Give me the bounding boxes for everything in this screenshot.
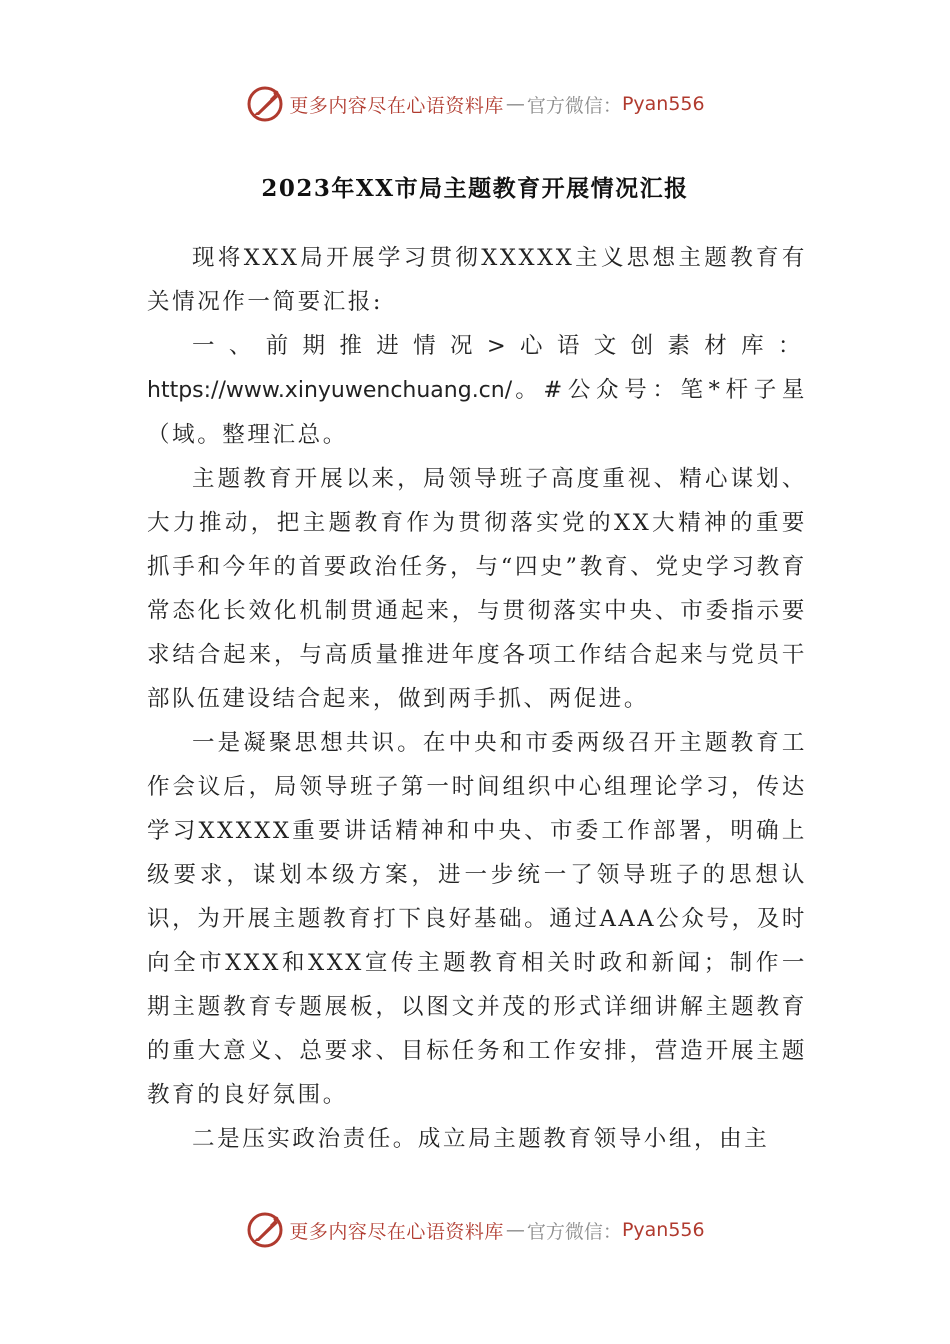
quill-logo-icon [245, 84, 285, 124]
section-url-link[interactable]: https://www.xinyuwenchuang.cn/ [147, 378, 513, 403]
body-paragraph-overview: 主题教育开展以来，局领导班子高度重视、精心谋划、大力推动，把主题教育作为贯彻落实党的XX大精神的重要抓手和今年的首要政治任务，与“四史”教育、党史学习教育常态化长效化机制贯通起来，与贯彻落实中央、市委指示要求结合起来，与高质量推进年度各项工作结合起来与党员干部队伍建设结合起来，做到两手抓、两促进。 [147, 466, 807, 712]
quill-logo-icon [245, 1210, 285, 1250]
banner-wechat-id: Pyan556 [621, 1219, 705, 1241]
intro-paragraph: 现将XXX局开展学习贯彻XXXXX主义思想主题教育有关情况作一简要汇报: [147, 245, 807, 315]
banner-official-label: 官方微信： [526, 94, 622, 117]
banner-text: 更多内容尽在心语资料库 [289, 1220, 504, 1243]
header-watermark-banner [0, 84, 950, 124]
section-tail: 。#公众号：笔*杆子星（域。整理汇总。 [147, 377, 807, 448]
body-paragraph-consensus: 一是凝聚思想共识。在中央和市委两级召开主题教育工作会议后，局领导班子第一时间组织中心组理论学习，传达学习XXXXX重要讲话精神和中央、市委工作部署，明确上级要求，谋划本级方案，进一步统一了领导班子的思想认识，为开展主题教育打下良好基础。通过AAA公众号，及时向全市XXX和XXX宣传主题教育相关时政和新闻；制作一期主题教育专题展板，以图文并茂的形式详细讲解主题教育的重大意义、总要求、目标任务和工作安排，营造开展主题教育的良好氛围。 [147, 730, 807, 1108]
banner-separator: — [505, 1219, 525, 1241]
document-title: 2023年XX市局主题教育开展情况汇报 [261, 175, 689, 202]
document-body [147, 236, 807, 1161]
banner-separator: — [505, 93, 525, 115]
banner-text: 更多内容尽在心语资料库 [289, 94, 504, 117]
body-paragraph-responsibility: 二是压实政治责任。成立局主题教育领导小组，由主 [192, 1126, 770, 1152]
footer-watermark-banner [0, 1210, 950, 1250]
banner-wechat-id: Pyan556 [621, 93, 705, 115]
section-heading: 一、前期推进情况>心语文创素材库： [192, 333, 807, 359]
section-heading-paragraph [147, 324, 807, 457]
banner-official-label: 官方微信： [526, 1220, 622, 1243]
